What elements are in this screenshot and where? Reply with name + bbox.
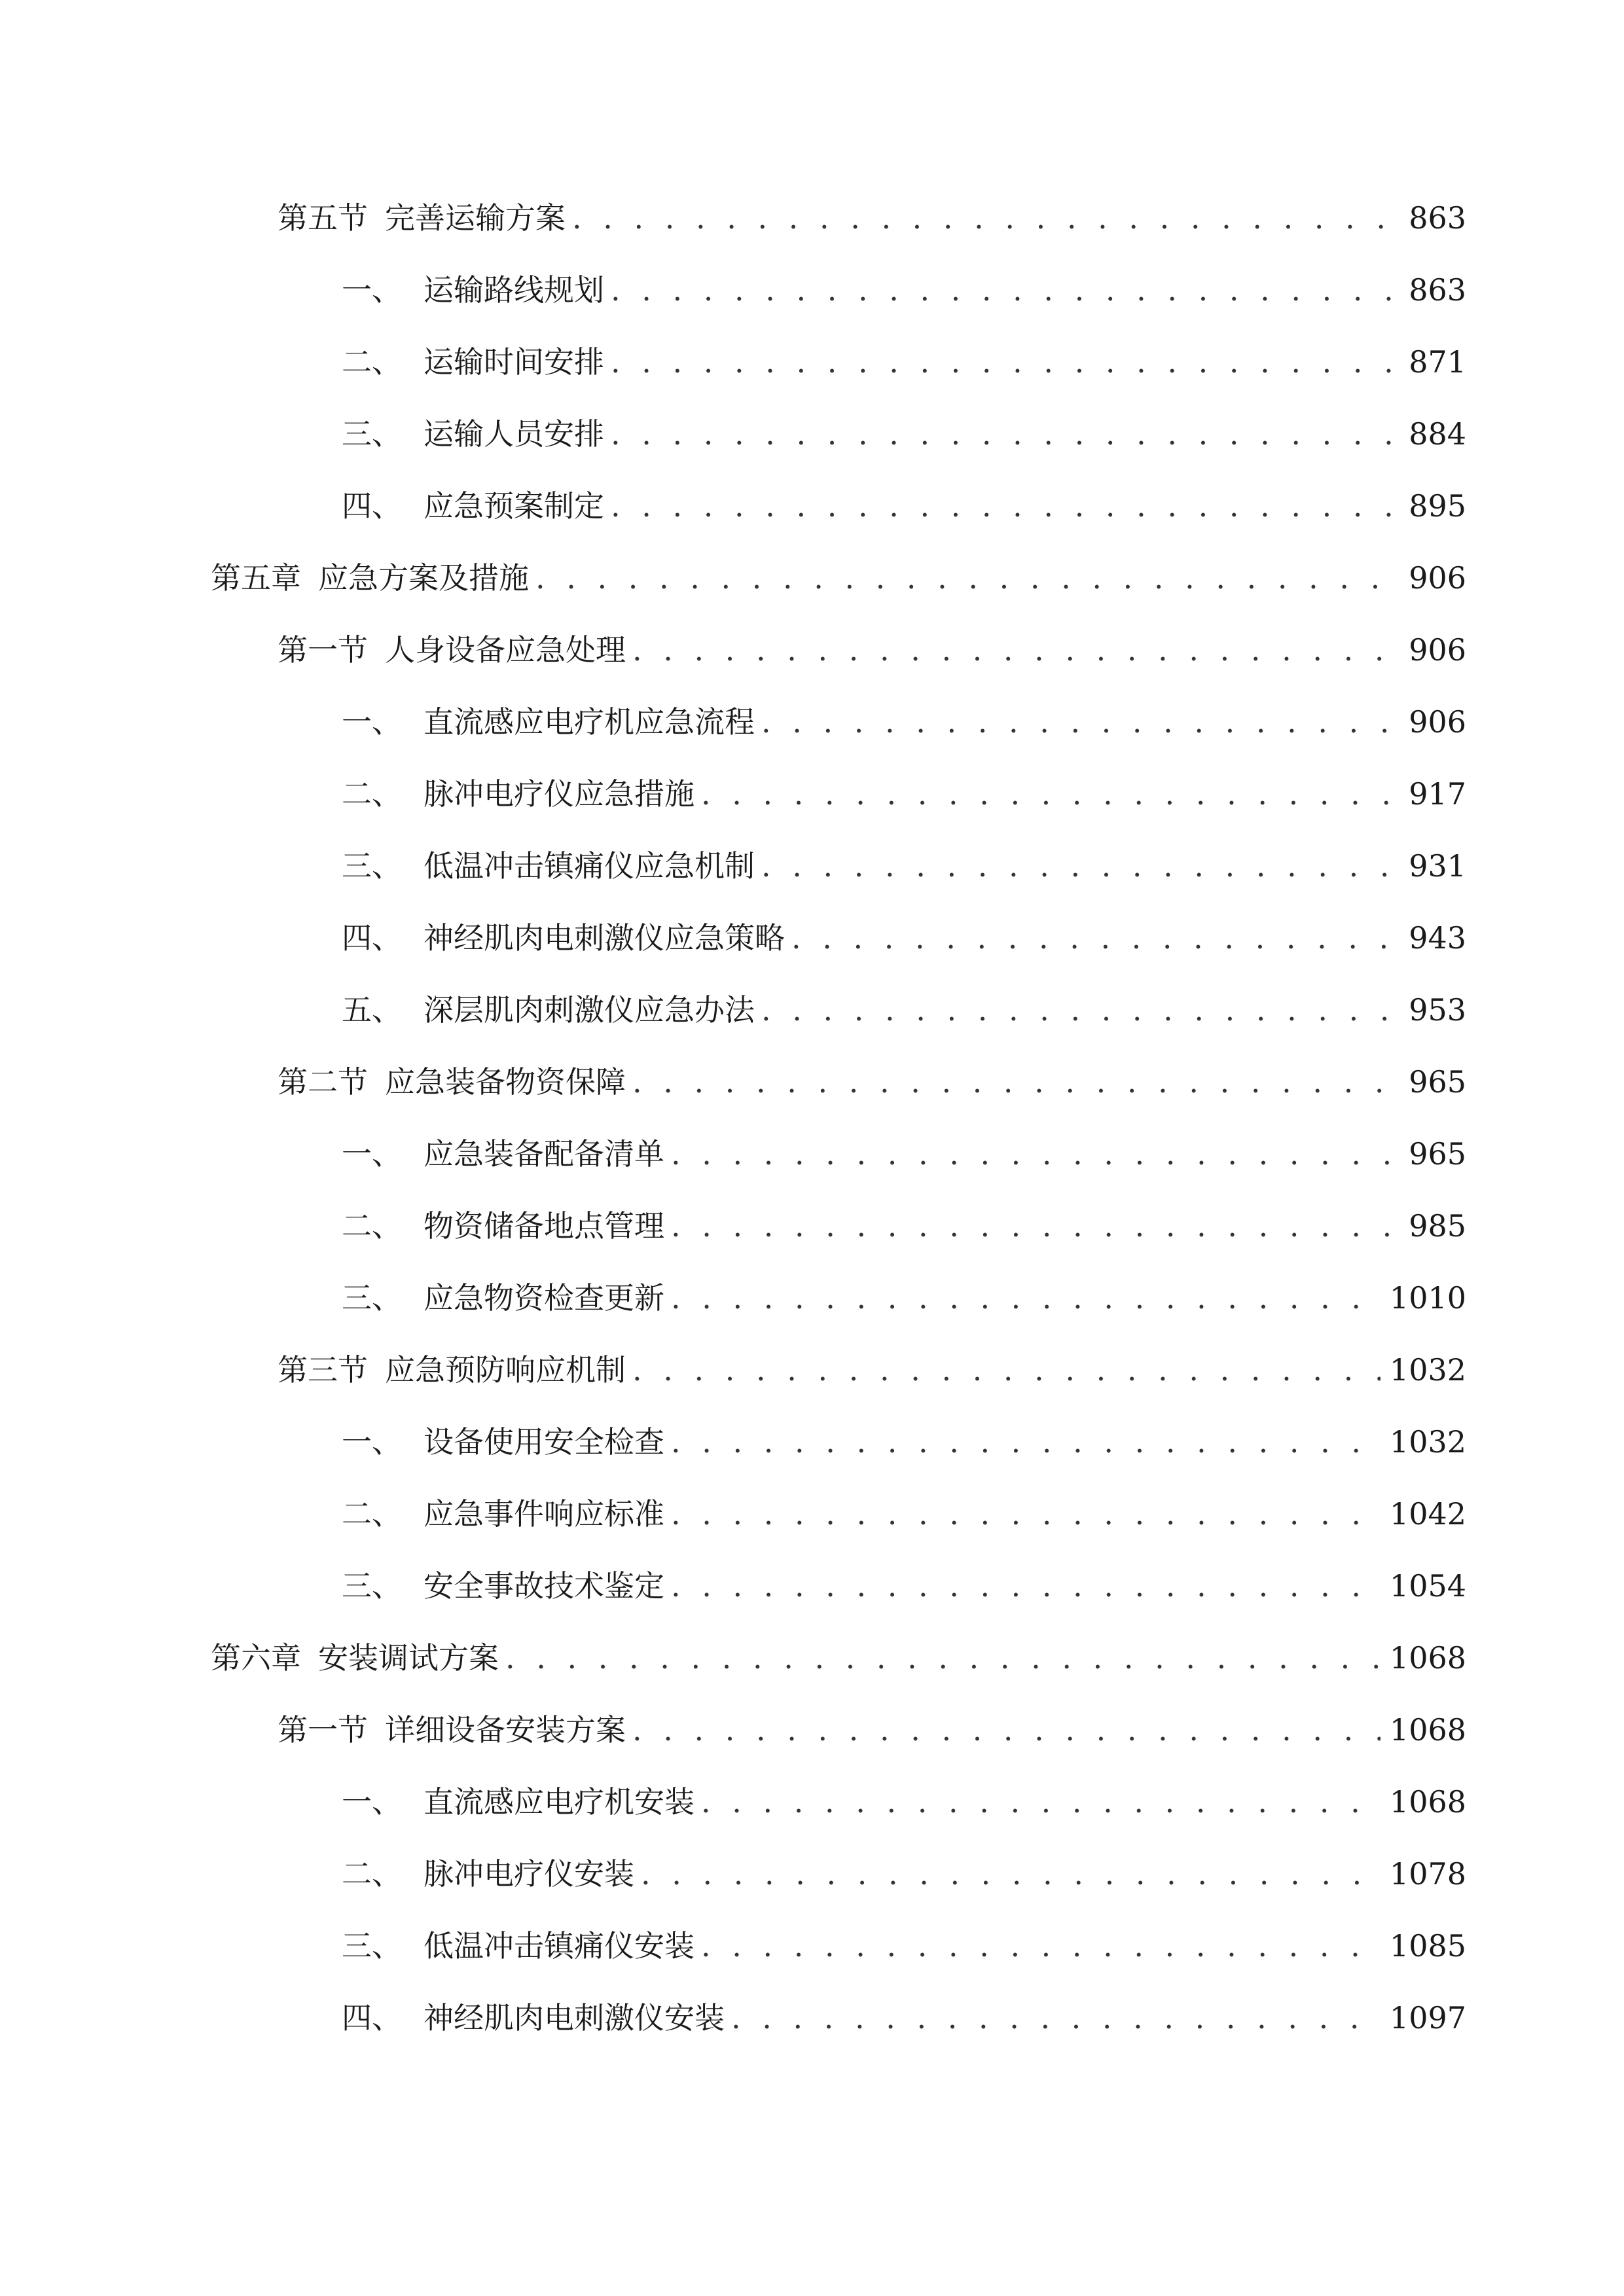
dot-leader [761, 843, 1399, 889]
dot-leader [671, 1203, 1399, 1249]
entry-title: 设备使用安全检查 [424, 1424, 664, 1460]
entry-number: 第二节 [278, 1064, 368, 1100]
entry-page-number: 943 [1409, 920, 1466, 956]
entry-title: 低温冲击镇痛仪安装 [424, 1928, 695, 1964]
entry-number: 一、 [342, 1784, 402, 1820]
dot-leader [632, 627, 1399, 673]
entry-page-number: 863 [1409, 200, 1466, 236]
toc-entry-section[interactable] [278, 195, 1466, 241]
entry-number: 第一节 [278, 1712, 368, 1748]
entry-title: 应急预防响应机制 [385, 1352, 626, 1388]
dot-leader [671, 1275, 1380, 1321]
dot-leader [611, 267, 1399, 313]
entry-title: 应急装备物资保障 [385, 1064, 626, 1100]
dot-leader [731, 1995, 1380, 2041]
toc-entry-section[interactable] [278, 1707, 1466, 1753]
entry-page-number: 985 [1409, 1208, 1466, 1244]
toc-entry-item[interactable] [342, 1491, 1466, 1537]
entry-title: 运输人员安排 [424, 416, 604, 452]
entry-number: 第三节 [278, 1352, 368, 1388]
entry-page-number: 1068 [1389, 1712, 1466, 1748]
entry-title: 完善运输方案 [385, 200, 566, 236]
toc-entry-section[interactable] [278, 1059, 1466, 1105]
entry-title: 运输路线规划 [424, 272, 604, 308]
entry-title: 应急事件响应标准 [424, 1496, 664, 1532]
dot-leader [761, 987, 1399, 1033]
toc-entry-item[interactable] [342, 1995, 1466, 2041]
toc-entry-item[interactable] [342, 843, 1466, 889]
entry-number: 第六章 [211, 1640, 301, 1676]
entry-number: 一、 [342, 272, 402, 308]
entry-title: 详细设备安装方案 [385, 1712, 626, 1748]
entry-number: 四、 [342, 488, 402, 524]
entry-number: 第五节 [278, 200, 368, 236]
entry-page-number: 917 [1409, 776, 1466, 812]
dot-leader [572, 195, 1399, 241]
entry-title: 应急物资检查更新 [424, 1280, 664, 1316]
toc-entry-item[interactable] [342, 771, 1466, 817]
entry-number: 四、 [342, 2000, 402, 2036]
entry-number: 一、 [342, 1424, 402, 1460]
entry-number: 第一节 [278, 632, 368, 668]
entry-number: 三、 [342, 848, 402, 884]
entry-page-number: 1010 [1389, 1280, 1466, 1316]
dot-leader [671, 1131, 1399, 1177]
entry-page-number: 1068 [1389, 1784, 1466, 1820]
entry-page-number: 906 [1409, 632, 1466, 668]
entry-page-number: 1032 [1389, 1352, 1466, 1388]
entry-number: 二、 [342, 344, 402, 380]
toc-entry-item[interactable] [342, 267, 1466, 313]
dot-leader [611, 483, 1399, 529]
entry-title: 应急预案制定 [424, 488, 604, 524]
entry-number: 二、 [342, 776, 402, 812]
entry-page-number: 1032 [1389, 1424, 1466, 1460]
entry-page-number: 1068 [1389, 1640, 1466, 1676]
toc-entry-item[interactable] [342, 1923, 1466, 1969]
entry-title: 应急方案及措施 [318, 560, 529, 596]
toc-entry-section[interactable] [278, 627, 1466, 673]
toc-entry-item[interactable] [342, 1131, 1466, 1177]
toc-entry-chapter[interactable] [211, 555, 1466, 601]
dot-leader [611, 411, 1399, 457]
entry-title: 神经肌肉电刺激仪应急策略 [424, 920, 785, 956]
dot-leader [761, 699, 1399, 745]
entry-page-number: 906 [1409, 704, 1466, 740]
entry-title: 脉冲电疗仪安装 [424, 1856, 634, 1892]
entry-number: 五、 [342, 992, 402, 1028]
entry-number: 四、 [342, 920, 402, 956]
dot-leader [632, 1059, 1399, 1105]
dot-leader [611, 339, 1399, 385]
dot-leader [671, 1491, 1380, 1537]
entry-title: 物资储备地点管理 [424, 1208, 664, 1244]
entry-number: 三、 [342, 1280, 402, 1316]
entry-number: 三、 [342, 1928, 402, 1964]
toc-entry-item[interactable] [342, 987, 1466, 1033]
entry-title: 低温冲击镇痛仪应急机制 [424, 848, 755, 884]
entry-number: 三、 [342, 416, 402, 452]
toc-entry-item[interactable] [342, 411, 1466, 457]
entry-title: 神经肌肉电刺激仪安装 [424, 2000, 725, 2036]
entry-page-number: 931 [1409, 848, 1466, 884]
toc-entry-item[interactable] [342, 1419, 1466, 1465]
entry-page-number: 863 [1409, 272, 1466, 308]
entry-page-number: 906 [1409, 560, 1466, 596]
entry-title: 深层肌肉刺激仪应急办法 [424, 992, 755, 1028]
toc-entry-item[interactable] [342, 1203, 1466, 1249]
dot-leader [671, 1563, 1380, 1609]
entry-number: 一、 [342, 704, 402, 740]
entry-page-number: 871 [1409, 344, 1466, 380]
entry-page-number: 1097 [1389, 2000, 1466, 2036]
entry-page-number: 884 [1409, 416, 1466, 452]
entry-page-number: 895 [1409, 488, 1466, 524]
entry-page-number: 1085 [1389, 1928, 1466, 1964]
entry-number: 一、 [342, 1136, 402, 1172]
entry-number: 二、 [342, 1208, 402, 1244]
dot-leader [701, 771, 1399, 817]
entry-page-number: 953 [1409, 992, 1466, 1028]
dot-leader [791, 915, 1399, 961]
dot-leader [701, 1923, 1380, 1969]
entry-title: 应急装备配备清单 [424, 1136, 664, 1172]
toc-entry-item[interactable] [342, 1779, 1466, 1825]
entry-page-number: 1054 [1389, 1568, 1466, 1604]
entry-page-number: 1078 [1389, 1856, 1466, 1892]
toc-entry-item[interactable] [342, 483, 1466, 529]
entry-title: 直流感应电疗机应急流程 [424, 704, 755, 740]
dot-leader [535, 555, 1399, 601]
toc-entry-item[interactable] [342, 915, 1466, 961]
toc-entry-item[interactable] [342, 1851, 1466, 1897]
toc-entry-item[interactable] [342, 1563, 1466, 1609]
dot-leader [632, 1707, 1380, 1753]
entry-number: 二、 [342, 1856, 402, 1892]
entry-page-number: 1042 [1389, 1496, 1466, 1532]
entry-title: 直流感应电疗机安装 [424, 1784, 695, 1820]
entry-number: 三、 [342, 1568, 402, 1604]
entry-title: 安全事故技术鉴定 [424, 1568, 664, 1604]
toc-entry-chapter[interactable] [211, 1635, 1466, 1681]
entry-page-number: 965 [1409, 1136, 1466, 1172]
entry-number: 第五章 [211, 560, 301, 596]
toc-entry-item[interactable] [342, 699, 1466, 745]
toc-entry-item[interactable] [342, 339, 1466, 385]
toc-entry-item[interactable] [342, 1275, 1466, 1321]
dot-leader [632, 1347, 1380, 1393]
dot-leader [671, 1419, 1380, 1465]
toc-entry-section[interactable] [278, 1347, 1466, 1393]
dot-leader [701, 1779, 1380, 1825]
entry-title: 人身设备应急处理 [385, 632, 626, 668]
dot-leader [505, 1635, 1380, 1681]
entry-title: 运输时间安排 [424, 344, 604, 380]
entry-number: 二、 [342, 1496, 402, 1532]
entry-title: 安装调试方案 [318, 1640, 499, 1676]
entry-page-number: 965 [1409, 1064, 1466, 1100]
entry-title: 脉冲电疗仪应急措施 [424, 776, 695, 812]
dot-leader [641, 1851, 1380, 1897]
